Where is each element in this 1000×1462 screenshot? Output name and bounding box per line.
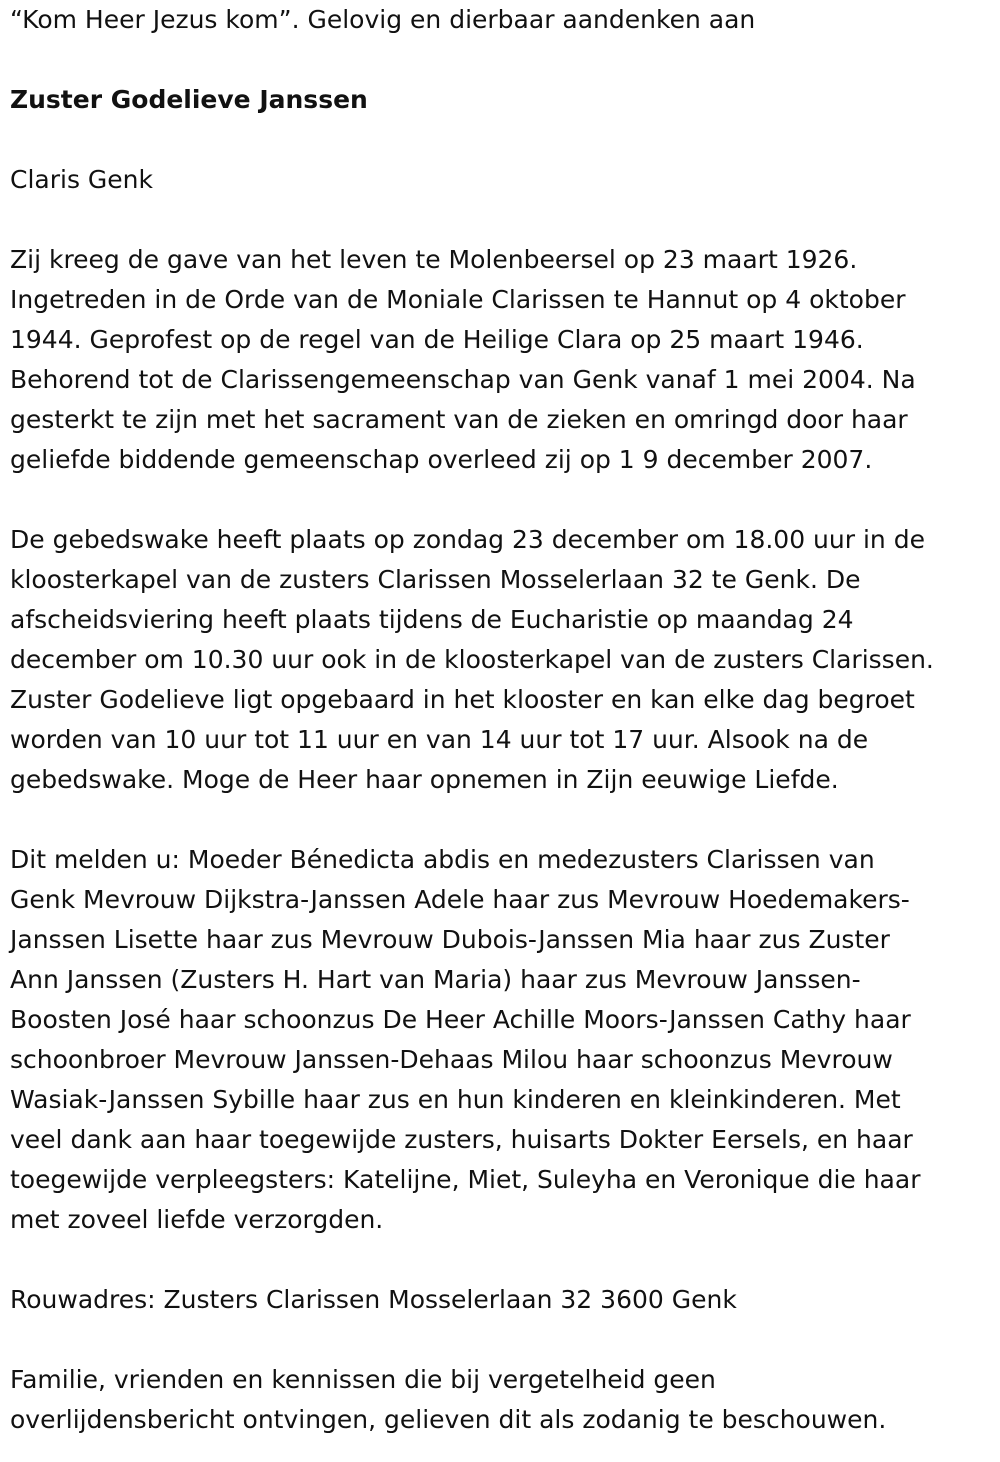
ceremony-line: december om 10.30 uur ook in de kloosterkapel van de zusters Clarissen. (10, 645, 934, 674)
closing-line: overlijdensbericht ontvingen, gelieven dit als zodanig te beschouwen. (10, 1405, 887, 1434)
announcement-line: met zoveel liefde verzorgden. (10, 1205, 384, 1234)
biography-line: gesterkt te zijn met het sacrament van de zieken en omringd door haar (10, 405, 908, 434)
ceremony-paragraph (10, 520, 995, 800)
spacer (10, 200, 995, 240)
ceremony-line: kloosterkapel van de zusters Clarissen Mosselerlaan 32 te Genk. De (10, 565, 861, 594)
spacer (10, 40, 995, 80)
announcement-line: Dit melden u: Moeder Bénedicta abdis en medezusters Clarissen van (10, 845, 875, 874)
intro-paragraph (10, 0, 995, 40)
ceremony-line: worden van 10 uur tot 11 uur en van 14 uur tot 17 uur. Alsook na de (10, 725, 869, 754)
announcement-paragraph (10, 840, 995, 1240)
ceremony-line: De gebedswake heeft plaats op zondag 23 december om 18.00 uur in de (10, 525, 925, 554)
location-block (10, 160, 995, 200)
spacer (10, 1320, 995, 1360)
announcement-line: Wasiak-Janssen Sybille haar zus en hun kinderen en kleinkinderen. Met (10, 1085, 901, 1114)
ceremony-line: afscheidsviering heeft plaats tijdens de Eucharistie op maandag 24 (10, 605, 854, 634)
closing-line: Familie, vrienden en kennissen die bij vergetelheid geen (10, 1365, 716, 1394)
spacer (10, 120, 995, 160)
biography-line: geliefde biddende gemeenschap overleed zij op 1 9 december 2007. (10, 445, 873, 474)
spacer (10, 480, 995, 520)
announcement-line: Janssen Lisette haar zus Mevrouw Dubois-Janssen Mia haar zus Zuster (10, 925, 890, 954)
biography-line: Ingetreden in de Orde van de Moniale Clarissen te Hannut op 4 oktober (10, 285, 906, 314)
location-text: Claris Genk (10, 165, 153, 194)
spacer (10, 1240, 995, 1280)
ceremony-line: Zuster Godelieve ligt opgebaard in het klooster en kan elke dag begroet (10, 685, 915, 714)
announcement-line: veel dank aan haar toegewijde zusters, huisarts Dokter Eersels, en haar (10, 1125, 913, 1154)
obituary-document (10, 0, 995, 1440)
announcement-line: schoonbroer Mevrouw Janssen-Dehaas Milou haar schoonzus Mevrouw (10, 1045, 893, 1074)
announcement-line: Boosten José haar schoonzus De Heer Achille Moors-Janssen Cathy haar (10, 1005, 911, 1034)
spacer (10, 800, 995, 840)
address-block (10, 1280, 995, 1320)
name-heading-block (10, 80, 995, 120)
closing-paragraph (10, 1360, 995, 1440)
biography-line: Behorend tot de Clarissengemeenschap van Genk vanaf 1 mei 2004. Na (10, 365, 916, 394)
announcement-line: toegewijde verpleegsters: Katelijne, Miet, Suleyha en Veronique die haar (10, 1165, 921, 1194)
biography-paragraph (10, 240, 995, 480)
ceremony-line: gebedswake. Moge de Heer haar opnemen in Zijn eeuwige Liefde. (10, 765, 839, 794)
biography-line: Zij kreeg de gave van het leven te Molenbeersel op 23 maart 1926. (10, 245, 858, 274)
announcement-line: Ann Janssen (Zusters H. Hart van Maria) haar zus Mevrouw Janssen- (10, 965, 861, 994)
biography-line: 1944. Geprofest op de regel van de Heilige Clara op 25 maart 1946. (10, 325, 864, 354)
intro-text: “Kom Heer Jezus kom”. Gelovig en dierbaar aandenken aan (10, 5, 756, 34)
announcement-line: Genk Mevrouw Dijkstra-Janssen Adele haar zus Mevrouw Hoedemakers- (10, 885, 910, 914)
deceased-name-heading: Zuster Godelieve Janssen (10, 85, 368, 114)
mourning-address: Rouwadres: Zusters Clarissen Mosselerlaan 32 3600 Genk (10, 1285, 737, 1314)
